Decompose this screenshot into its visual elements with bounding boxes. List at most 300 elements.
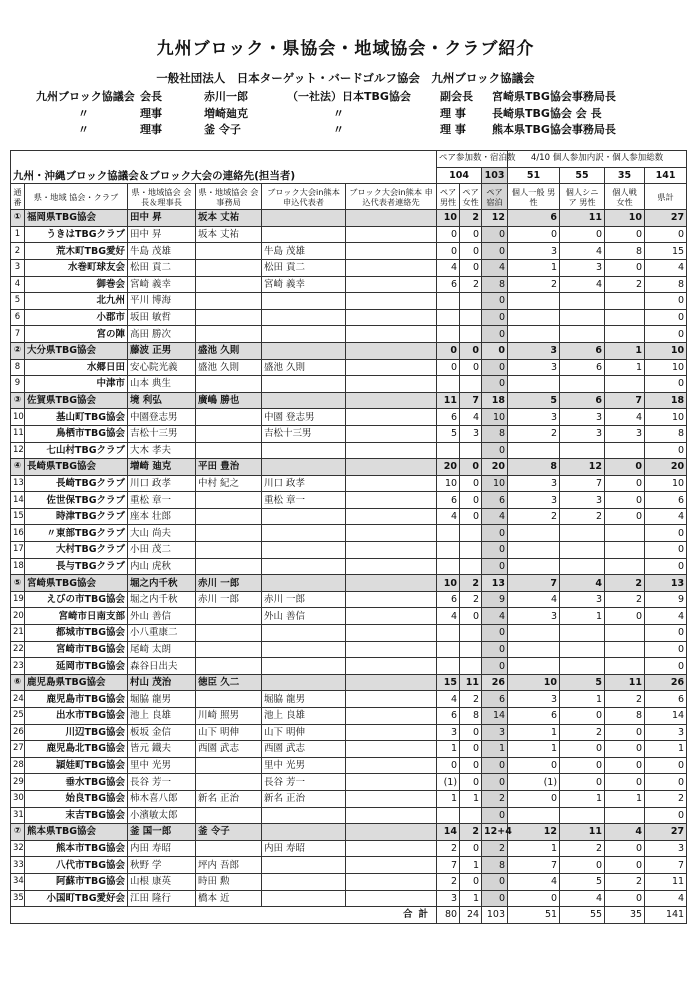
cell-iw: 0: [605, 757, 645, 774]
table-row: [11, 807, 687, 824]
cell-ig: 7: [508, 575, 560, 592]
cell-tot: 11: [645, 873, 687, 890]
cell-office: 橋本 近: [196, 890, 262, 907]
cell-ig: [508, 807, 560, 824]
cell-is: 6: [560, 342, 605, 359]
officer-name: 赤川一郎: [204, 90, 248, 103]
cell-no: 1: [11, 226, 25, 243]
cell-is: [560, 442, 605, 459]
cell-ig: 0: [508, 757, 560, 774]
cell-no: 4: [11, 276, 25, 293]
cell-rep: [262, 508, 346, 525]
cell-chair: 秋野 学: [128, 857, 196, 874]
cell-office: [196, 608, 262, 625]
col-header: 県・地域協会 会長＆理事長: [128, 184, 196, 210]
cell-iw: [605, 293, 645, 310]
cell-no: 30: [11, 790, 25, 807]
cell-iw: 0: [605, 226, 645, 243]
cell-ig: [508, 525, 560, 542]
cell-iw: 8: [605, 708, 645, 725]
cell-tot: 3: [645, 724, 687, 741]
cell-office: [196, 691, 262, 708]
cell-ig: 2: [508, 276, 560, 293]
cell-chair: 皆元 鐵夫: [128, 741, 196, 758]
cell-ps: 8: [482, 425, 508, 442]
cell-office: [196, 425, 262, 442]
cell-club: 鹿児島市TBG協会: [25, 691, 128, 708]
cell-ig: 7: [508, 857, 560, 874]
cell-pf: 8: [460, 708, 482, 725]
cell-iw: 4: [605, 409, 645, 426]
cell-club: 水巻町球友会: [25, 259, 128, 276]
cell-office: [196, 326, 262, 343]
cell-tot: 6: [645, 492, 687, 509]
cell-rep: 赤川 一郎: [262, 591, 346, 608]
cell-ps: 0: [482, 359, 508, 376]
officer-name: 釜 令子: [204, 123, 241, 136]
table-row: [11, 774, 687, 791]
cell-pf: 0: [460, 226, 482, 243]
cell-pm: 0: [437, 243, 460, 260]
col-header: 個人戦 女性: [605, 184, 645, 210]
cell-iw: [605, 658, 645, 675]
cell-office: [196, 293, 262, 310]
cell-club: 都城市TBG協会: [25, 625, 128, 642]
cell-pf: 0: [460, 840, 482, 857]
cell-ps: 13: [482, 575, 508, 592]
cell-no: 19: [11, 591, 25, 608]
cell-club: 北九州: [25, 293, 128, 310]
cell-is: 12: [560, 459, 605, 476]
cell-ps: 0: [482, 890, 508, 907]
table-row: [11, 276, 687, 293]
cell-iw: 3: [605, 425, 645, 442]
table-row-prefecture: [11, 575, 687, 592]
cell-ps: 8: [482, 276, 508, 293]
cell-club: 小郡市: [25, 309, 128, 326]
cell-iw: [605, 807, 645, 824]
cell-contact: [346, 658, 437, 675]
cell-ps: 0: [482, 309, 508, 326]
cell-is: 0: [560, 708, 605, 725]
cell-pm: 2: [437, 873, 460, 890]
table-row: [11, 359, 687, 376]
cell-rep: [262, 641, 346, 658]
cell-rep: [262, 658, 346, 675]
cell-pf: 0: [460, 492, 482, 509]
cell-rep: 松田 貢二: [262, 259, 346, 276]
cell-no: 7: [11, 326, 25, 343]
cell-club: えびの市TBG協会: [25, 591, 128, 608]
total-value: 24: [460, 907, 482, 924]
cell-contact: [346, 243, 437, 260]
col-header: 県・地域協会 会事務局: [196, 184, 262, 210]
cell-pm: 4: [437, 259, 460, 276]
cell-office: 山下 明伸: [196, 724, 262, 741]
table-row-prefecture: [11, 824, 687, 841]
cell-tot: 10: [645, 342, 687, 359]
cell-club: 長崎TBGクラブ: [25, 475, 128, 492]
cell-club: 熊本県TBG協会: [25, 824, 128, 841]
cell-chair: 藤波 正男: [128, 342, 196, 359]
cell-ig: 1: [508, 259, 560, 276]
cell-rep: 山下 明伸: [262, 724, 346, 741]
cell-no: 26: [11, 724, 25, 741]
cell-ig: 3: [508, 342, 560, 359]
cell-rep: 内田 寿昭: [262, 840, 346, 857]
cell-iw: 1: [605, 790, 645, 807]
cell-rep: 吉松十三男: [262, 425, 346, 442]
cell-is: [560, 309, 605, 326]
cell-club: 佐賀県TBG協会: [25, 392, 128, 409]
cell-ps: 26: [482, 674, 508, 691]
cell-no: 3: [11, 259, 25, 276]
col-header: ペア 女性: [460, 184, 482, 210]
cell-ig: 12: [508, 824, 560, 841]
table-row-prefecture: [11, 392, 687, 409]
cell-club: 宮崎県TBG協会: [25, 575, 128, 592]
cell-office: [196, 243, 262, 260]
cell-is: 3: [560, 425, 605, 442]
cell-iw: 0: [605, 508, 645, 525]
cell-pf: 7: [460, 392, 482, 409]
cell-no: 11: [11, 425, 25, 442]
table-row: [11, 309, 687, 326]
cell-ig: [508, 326, 560, 343]
cell-contact: [346, 226, 437, 243]
cell-office: [196, 409, 262, 426]
cell-ps: 0: [482, 226, 508, 243]
cell-ps: 0: [482, 293, 508, 310]
cell-rep: 堀脇 龍男: [262, 691, 346, 708]
cell-tot: 4: [645, 608, 687, 625]
cell-office: 平田 豊治: [196, 459, 262, 476]
cell-contact: [346, 824, 437, 841]
cell-no: ⑦: [11, 824, 25, 841]
cell-no: 33: [11, 857, 25, 874]
cell-office: [196, 658, 262, 675]
cell-is: 4: [560, 276, 605, 293]
cell-pf: 0: [460, 243, 482, 260]
cell-tot: 1: [645, 741, 687, 758]
cell-tot: 10: [645, 359, 687, 376]
cell-is: 0: [560, 741, 605, 758]
officer-affil: （一社法）日本TBG協会: [287, 90, 411, 103]
cell-pm: 4: [437, 508, 460, 525]
cell-tot: 0: [645, 293, 687, 310]
cell-rep: 川口 政孝: [262, 475, 346, 492]
cell-pf: 0: [460, 741, 482, 758]
cell-contact: [346, 674, 437, 691]
cell-rep: [262, 873, 346, 890]
cell-ps: 2: [482, 840, 508, 857]
cell-ps: 12+4: [482, 824, 508, 841]
table-row-prefecture: [11, 459, 687, 476]
cell-is: [560, 558, 605, 575]
cell-pm: [437, 641, 460, 658]
cell-office: [196, 757, 262, 774]
cell-ig: 0: [508, 890, 560, 907]
cell-office: [196, 807, 262, 824]
cell-pm: 0: [437, 342, 460, 359]
cell-no: ⑤: [11, 575, 25, 592]
cell-club: 末吉TBG協会: [25, 807, 128, 824]
cell-no: ⑥: [11, 674, 25, 691]
cell-contact: [346, 376, 437, 393]
cell-no: ①: [11, 210, 25, 227]
cell-pf: 3: [460, 425, 482, 442]
cell-rep: 重松 章一: [262, 492, 346, 509]
cell-contact: [346, 641, 437, 658]
cell-is: [560, 807, 605, 824]
cell-rep: 中園 登志男: [262, 409, 346, 426]
cell-club: 大村TBGクラブ: [25, 542, 128, 559]
col-header: 個人一般 男性: [508, 184, 560, 210]
cell-tot: 0: [645, 757, 687, 774]
cell-ig: 3: [508, 359, 560, 376]
cell-office: [196, 625, 262, 642]
cell-pf: 0: [460, 259, 482, 276]
cell-no: 8: [11, 359, 25, 376]
cell-is: [560, 542, 605, 559]
cell-office: [196, 259, 262, 276]
cell-is: 3: [560, 591, 605, 608]
cell-no: 32: [11, 840, 25, 857]
cell-tot: 4: [645, 508, 687, 525]
cell-rep: [262, 824, 346, 841]
cell-ps: 10: [482, 475, 508, 492]
cell-pm: [437, 625, 460, 642]
cell-pf: [460, 525, 482, 542]
cell-pm: 6: [437, 409, 460, 426]
cell-club: 出水市TBG協会: [25, 708, 128, 725]
total-pair-male: 104: [437, 167, 482, 184]
cell-club: 福岡県TBG協会: [25, 210, 128, 227]
cell-ps: 0: [482, 376, 508, 393]
table-row: [11, 425, 687, 442]
cell-iw: [605, 326, 645, 343]
cell-contact: [346, 525, 437, 542]
cell-tot: 6: [645, 691, 687, 708]
cell-chair: 大木 孝夫: [128, 442, 196, 459]
total-value: 55: [560, 907, 605, 924]
cell-office: 時田 勲: [196, 873, 262, 890]
cell-pm: 7: [437, 857, 460, 874]
total-value: 80: [437, 907, 460, 924]
cell-pm: 14: [437, 824, 460, 841]
col-header: ペア 男性: [437, 184, 460, 210]
cell-pm: 5: [437, 425, 460, 442]
cell-contact: [346, 475, 437, 492]
cell-pm: 6: [437, 492, 460, 509]
cell-pm: 10: [437, 475, 460, 492]
cell-iw: 2: [605, 873, 645, 890]
cell-chair: 森谷日出夫: [128, 658, 196, 675]
cell-club: 七山村TBGクラブ: [25, 442, 128, 459]
cell-ps: 0: [482, 658, 508, 675]
cell-pm: [437, 542, 460, 559]
cell-no: 23: [11, 658, 25, 675]
cell-chair: 釜 国一郎: [128, 824, 196, 841]
cell-pf: [460, 293, 482, 310]
cell-pm: [437, 525, 460, 542]
cell-pf: 2: [460, 591, 482, 608]
cell-is: 3: [560, 259, 605, 276]
cell-ps: 14: [482, 708, 508, 725]
cell-tot: 26: [645, 674, 687, 691]
cell-no: 34: [11, 873, 25, 890]
cell-pm: 4: [437, 691, 460, 708]
cell-tot: 2: [645, 790, 687, 807]
cell-tot: 13: [645, 575, 687, 592]
cell-rep: [262, 542, 346, 559]
cell-ps: 10: [482, 409, 508, 426]
cell-club: 始良TBG協会: [25, 790, 128, 807]
cell-is: 7: [560, 475, 605, 492]
cell-iw: 8: [605, 243, 645, 260]
col-header: ブロック大会in熊本 申込代表者連絡先: [346, 184, 437, 210]
cell-is: 0: [560, 857, 605, 874]
cell-tot: 15: [645, 243, 687, 260]
cell-pm: 3: [437, 890, 460, 907]
total-indiv-general: 51: [508, 167, 560, 184]
cell-club: 八代市TBG協会: [25, 857, 128, 874]
cell-is: 11: [560, 210, 605, 227]
officer-role2: 副会長: [440, 90, 473, 103]
cell-iw: [605, 442, 645, 459]
cell-tot: 18: [645, 392, 687, 409]
cell-iw: [605, 641, 645, 658]
cell-tot: 0: [645, 376, 687, 393]
col-header: 通番: [11, 184, 25, 210]
cell-office: 盛池 久則: [196, 342, 262, 359]
cell-contact: [346, 840, 437, 857]
cell-chair: 柿木喜八郎: [128, 790, 196, 807]
cell-tot: 8: [645, 425, 687, 442]
cell-iw: [605, 309, 645, 326]
cell-ig: 3: [508, 243, 560, 260]
table-row: [11, 708, 687, 725]
cell-office: [196, 309, 262, 326]
cell-no: ④: [11, 459, 25, 476]
cell-contact: [346, 625, 437, 642]
cell-office: [196, 525, 262, 542]
officer-org: 〃: [78, 123, 89, 136]
cell-office: 徳臣 久二: [196, 674, 262, 691]
cell-is: [560, 376, 605, 393]
cell-club: 鹿児島県TBG協会: [25, 674, 128, 691]
cell-pm: 6: [437, 591, 460, 608]
table-row: [11, 641, 687, 658]
cell-office: [196, 542, 262, 559]
cell-iw: [605, 558, 645, 575]
cell-pm: 4: [437, 608, 460, 625]
table-row: [11, 558, 687, 575]
cell-pm: [437, 442, 460, 459]
cell-ps: 18: [482, 392, 508, 409]
cell-contact: [346, 459, 437, 476]
cell-contact: [346, 691, 437, 708]
cell-office: [196, 641, 262, 658]
cell-office: 廣嶋 勝也: [196, 392, 262, 409]
cell-iw: 11: [605, 674, 645, 691]
cell-is: [560, 625, 605, 642]
cell-is: [560, 293, 605, 310]
cell-rep: [262, 293, 346, 310]
cell-iw: 0: [605, 459, 645, 476]
table-row: [11, 376, 687, 393]
cell-office: 赤川 一郎: [196, 575, 262, 592]
cell-tot: 20: [645, 459, 687, 476]
col-header: 県計: [645, 184, 687, 210]
cell-ig: 0: [508, 226, 560, 243]
cell-contact: [346, 724, 437, 741]
cell-contact: [346, 492, 437, 509]
cell-tot: 0: [645, 226, 687, 243]
officer-org: 九州ブロック協議会: [36, 90, 135, 103]
cell-pf: 0: [460, 342, 482, 359]
cell-pf: 1: [460, 790, 482, 807]
cell-tot: 27: [645, 210, 687, 227]
cell-chair: 増崎 廸克: [128, 459, 196, 476]
cell-contact: [346, 508, 437, 525]
cell-pf: 0: [460, 608, 482, 625]
table-row: [11, 757, 687, 774]
cell-ig: [508, 376, 560, 393]
cell-rep: [262, 459, 346, 476]
cell-pf: 2: [460, 691, 482, 708]
officer-role: 理事: [140, 107, 162, 120]
cell-pf: 2: [460, 210, 482, 227]
cell-pf: 2: [460, 824, 482, 841]
cell-ps: 4: [482, 508, 508, 525]
cell-iw: 2: [605, 591, 645, 608]
cell-office: [196, 558, 262, 575]
cell-chair: 川口 政孝: [128, 475, 196, 492]
table-row: [11, 724, 687, 741]
cell-chair: 山本 典生: [128, 376, 196, 393]
officer-role2: 理 事: [440, 123, 466, 136]
cell-rep: [262, 376, 346, 393]
cell-contact: [346, 741, 437, 758]
cell-ig: 8: [508, 459, 560, 476]
cell-club: 長与TBGクラブ: [25, 558, 128, 575]
cell-tot: 0: [645, 658, 687, 675]
cell-no: 15: [11, 508, 25, 525]
cell-no: 24: [11, 691, 25, 708]
cell-office: 坂本 丈祐: [196, 226, 262, 243]
cell-rep: [262, 890, 346, 907]
cell-no: 20: [11, 608, 25, 625]
officer-role: 会長: [140, 90, 162, 103]
table-row-prefecture: [11, 342, 687, 359]
cell-is: 3: [560, 409, 605, 426]
cell-office: 坪内 吾郎: [196, 857, 262, 874]
cell-is: 1: [560, 608, 605, 625]
cell-contact: [346, 326, 437, 343]
cell-tot: 0: [645, 625, 687, 642]
cell-iw: 0: [605, 475, 645, 492]
cell-ig: [508, 558, 560, 575]
cell-ps: 0: [482, 641, 508, 658]
cell-club: 基山町TBG協会: [25, 409, 128, 426]
col-header: 県・地域 協会・クラブ: [25, 184, 128, 210]
total-value: 51: [508, 907, 560, 924]
cell-iw: [605, 376, 645, 393]
cell-pf: [460, 442, 482, 459]
cell-tot: 0: [645, 442, 687, 459]
table-row: [11, 840, 687, 857]
